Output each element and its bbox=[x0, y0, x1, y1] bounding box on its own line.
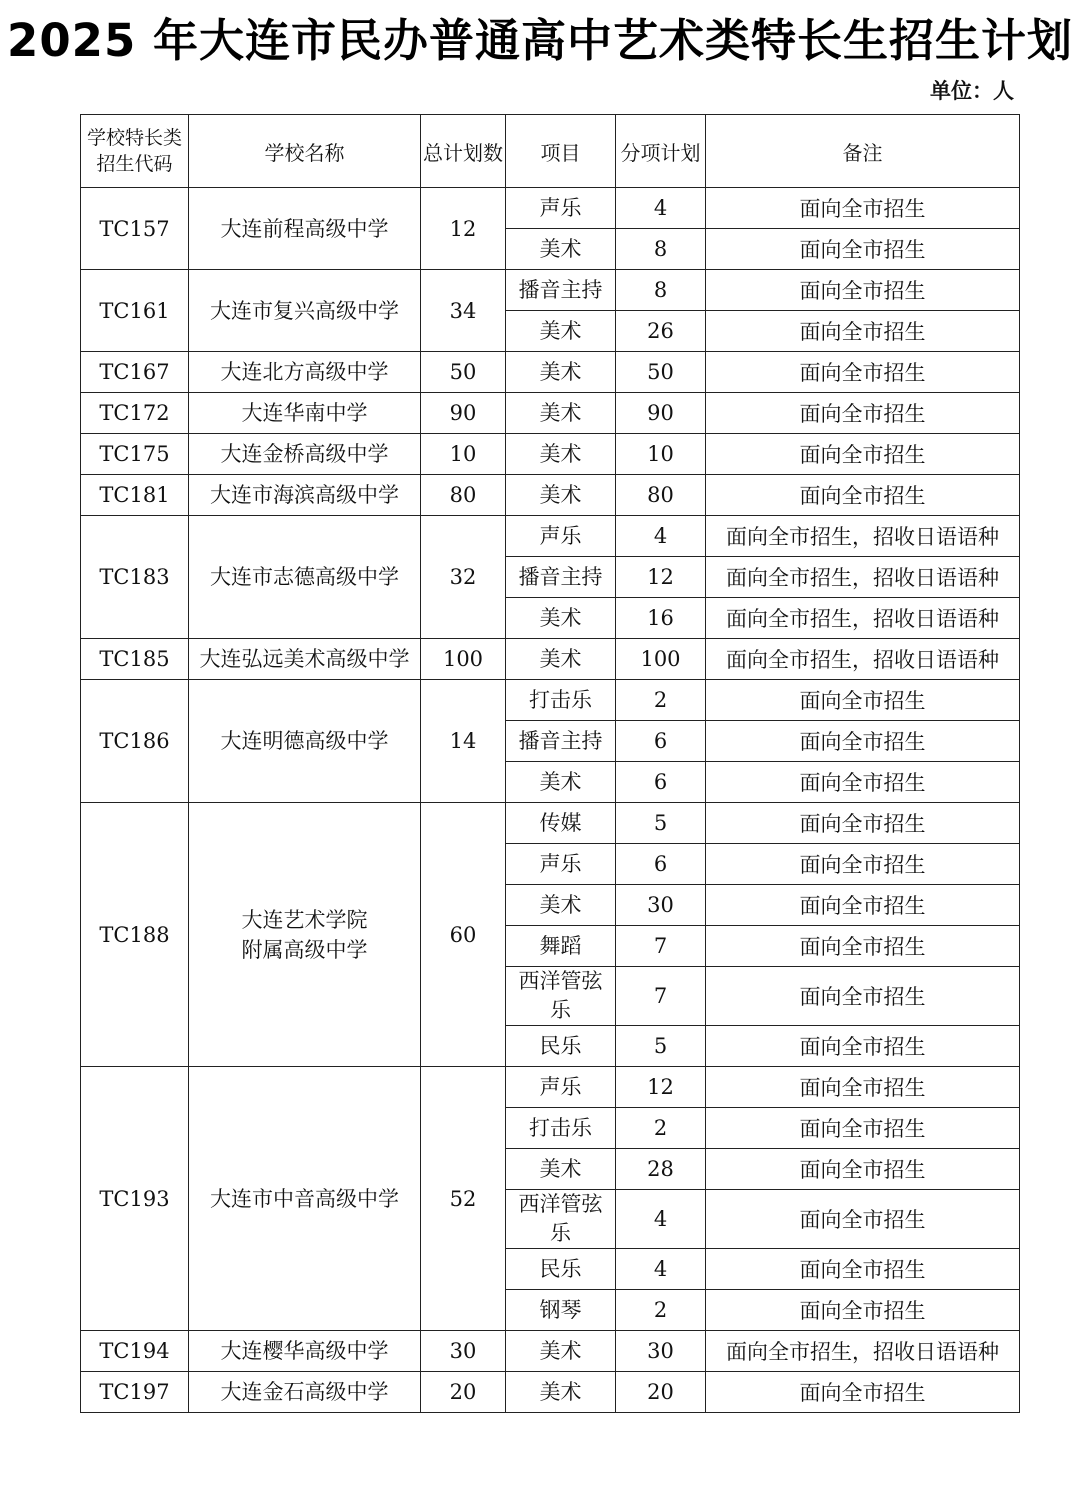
school-code: TC186 bbox=[81, 680, 189, 803]
total-plan: 30 bbox=[421, 1331, 506, 1372]
table-body bbox=[81, 188, 1020, 1413]
sub-plan: 6 bbox=[616, 844, 706, 885]
school-code: TC181 bbox=[81, 475, 189, 516]
project: 美术 bbox=[506, 434, 616, 475]
table-header-row bbox=[81, 115, 1020, 188]
note: 面向全市招生 bbox=[706, 1372, 1020, 1413]
school-name: 大连市复兴高级中学 bbox=[189, 270, 421, 352]
note: 面向全市招生 bbox=[706, 721, 1020, 762]
sub-plan: 7 bbox=[616, 967, 706, 1026]
school-code: TC167 bbox=[81, 352, 189, 393]
project: 舞蹈 bbox=[506, 926, 616, 967]
total-plan: 52 bbox=[421, 1067, 506, 1331]
header-note: 备注 bbox=[706, 115, 1020, 188]
sub-plan: 26 bbox=[616, 311, 706, 352]
note: 面向全市招生 bbox=[706, 229, 1020, 270]
school-code: TC172 bbox=[81, 393, 189, 434]
project: 美术 bbox=[506, 1372, 616, 1413]
sub-plan: 2 bbox=[616, 680, 706, 721]
project: 美术 bbox=[506, 598, 616, 639]
note: 面向全市招生 bbox=[706, 1290, 1020, 1331]
table-row bbox=[81, 434, 1020, 475]
school-name: 大连北方高级中学 bbox=[189, 352, 421, 393]
sub-plan: 6 bbox=[616, 762, 706, 803]
project: 声乐 bbox=[506, 844, 616, 885]
note: 面向全市招生 bbox=[706, 1067, 1020, 1108]
table-row bbox=[81, 1372, 1020, 1413]
total-plan: 14 bbox=[421, 680, 506, 803]
school-name: 大连前程高级中学 bbox=[189, 188, 421, 270]
sub-plan: 5 bbox=[616, 1026, 706, 1067]
total-plan: 10 bbox=[421, 434, 506, 475]
note: 面向全市招生 bbox=[706, 434, 1020, 475]
note: 面向全市招生 bbox=[706, 844, 1020, 885]
project: 美术 bbox=[506, 1149, 616, 1190]
header-code: 学校特长类招生代码 bbox=[81, 115, 189, 188]
sub-plan: 80 bbox=[616, 475, 706, 516]
note: 面向全市招生 bbox=[706, 1108, 1020, 1149]
note: 面向全市招生 bbox=[706, 1190, 1020, 1249]
school-code: TC161 bbox=[81, 270, 189, 352]
note: 面向全市招生 bbox=[706, 393, 1020, 434]
table-row bbox=[81, 803, 1020, 844]
sub-plan: 16 bbox=[616, 598, 706, 639]
project: 美术 bbox=[506, 1331, 616, 1372]
project: 美术 bbox=[506, 352, 616, 393]
total-plan: 60 bbox=[421, 803, 506, 1067]
project: 西洋管弦乐 bbox=[506, 967, 616, 1026]
project: 播音主持 bbox=[506, 270, 616, 311]
table-row bbox=[81, 475, 1020, 516]
school-code: TC188 bbox=[81, 803, 189, 1067]
sub-plan: 4 bbox=[616, 1190, 706, 1249]
project: 美术 bbox=[506, 762, 616, 803]
sub-plan: 7 bbox=[616, 926, 706, 967]
sub-plan: 12 bbox=[616, 1067, 706, 1108]
note: 面向全市招生 bbox=[706, 475, 1020, 516]
total-plan: 12 bbox=[421, 188, 506, 270]
project: 美术 bbox=[506, 885, 616, 926]
enrollment-plan-table bbox=[80, 114, 1020, 1413]
school-code: TC197 bbox=[81, 1372, 189, 1413]
note: 面向全市招生，招收日语语种 bbox=[706, 598, 1020, 639]
sub-plan: 2 bbox=[616, 1108, 706, 1149]
sub-plan: 30 bbox=[616, 885, 706, 926]
project: 美术 bbox=[506, 229, 616, 270]
note: 面向全市招生 bbox=[706, 1026, 1020, 1067]
note: 面向全市招生 bbox=[706, 967, 1020, 1026]
table-row bbox=[81, 393, 1020, 434]
header-project: 项目 bbox=[506, 115, 616, 188]
project: 民乐 bbox=[506, 1026, 616, 1067]
note: 面向全市招生 bbox=[706, 188, 1020, 229]
note: 面向全市招生，招收日语语种 bbox=[706, 639, 1020, 680]
table-row bbox=[81, 352, 1020, 393]
sub-plan: 4 bbox=[616, 1249, 706, 1290]
sub-plan: 20 bbox=[616, 1372, 706, 1413]
note: 面向全市招生 bbox=[706, 311, 1020, 352]
table-row bbox=[81, 680, 1020, 721]
school-code: TC194 bbox=[81, 1331, 189, 1372]
note: 面向全市招生，招收日语语种 bbox=[706, 1331, 1020, 1372]
table-row bbox=[81, 1067, 1020, 1108]
school-name: 大连市海滨高级中学 bbox=[189, 475, 421, 516]
table-row bbox=[81, 188, 1020, 229]
total-plan: 32 bbox=[421, 516, 506, 639]
total-plan: 34 bbox=[421, 270, 506, 352]
sub-plan: 30 bbox=[616, 1331, 706, 1372]
project: 民乐 bbox=[506, 1249, 616, 1290]
school-code: TC185 bbox=[81, 639, 189, 680]
note: 面向全市招生 bbox=[706, 885, 1020, 926]
sub-plan: 50 bbox=[616, 352, 706, 393]
note: 面向全市招生 bbox=[706, 762, 1020, 803]
school-name: 大连市志德高级中学 bbox=[189, 516, 421, 639]
total-plan: 80 bbox=[421, 475, 506, 516]
note: 面向全市招生 bbox=[706, 680, 1020, 721]
project: 美术 bbox=[506, 393, 616, 434]
table-row bbox=[81, 1331, 1020, 1372]
page-title: 2025 年大连市民办普通高中艺术类特长生招生计划 bbox=[7, 14, 1073, 67]
sub-plan: 4 bbox=[616, 516, 706, 557]
sub-plan: 100 bbox=[616, 639, 706, 680]
sub-plan: 4 bbox=[616, 188, 706, 229]
project: 声乐 bbox=[506, 188, 616, 229]
sub-plan: 10 bbox=[616, 434, 706, 475]
project: 美术 bbox=[506, 311, 616, 352]
header-sub: 分项计划 bbox=[616, 115, 706, 188]
table-row bbox=[81, 270, 1020, 311]
sub-plan: 28 bbox=[616, 1149, 706, 1190]
sub-plan: 2 bbox=[616, 1290, 706, 1331]
total-plan: 20 bbox=[421, 1372, 506, 1413]
total-plan: 100 bbox=[421, 639, 506, 680]
note: 面向全市招生，招收日语语种 bbox=[706, 557, 1020, 598]
project: 钢琴 bbox=[506, 1290, 616, 1331]
table-row bbox=[81, 516, 1020, 557]
header-total: 总计划数 bbox=[421, 115, 506, 188]
project: 美术 bbox=[506, 639, 616, 680]
note: 面向全市招生 bbox=[706, 352, 1020, 393]
project: 打击乐 bbox=[506, 1108, 616, 1149]
school-code: TC175 bbox=[81, 434, 189, 475]
school-name: 大连艺术学院附属高级中学 bbox=[189, 803, 421, 1067]
unit-label: 单位：人 bbox=[930, 79, 1014, 103]
note: 面向全市招生 bbox=[706, 1149, 1020, 1190]
total-plan: 90 bbox=[421, 393, 506, 434]
project: 播音主持 bbox=[506, 721, 616, 762]
header-school: 学校名称 bbox=[189, 115, 421, 188]
project: 声乐 bbox=[506, 1067, 616, 1108]
project: 西洋管弦乐 bbox=[506, 1190, 616, 1249]
sub-plan: 12 bbox=[616, 557, 706, 598]
note: 面向全市招生 bbox=[706, 1249, 1020, 1290]
sub-plan: 8 bbox=[616, 270, 706, 311]
school-code: TC193 bbox=[81, 1067, 189, 1331]
project: 声乐 bbox=[506, 516, 616, 557]
school-name: 大连金石高级中学 bbox=[189, 1372, 421, 1413]
table-row bbox=[81, 639, 1020, 680]
school-code: TC157 bbox=[81, 188, 189, 270]
total-plan: 50 bbox=[421, 352, 506, 393]
school-name: 大连明德高级中学 bbox=[189, 680, 421, 803]
project: 打击乐 bbox=[506, 680, 616, 721]
sub-plan: 6 bbox=[616, 721, 706, 762]
school-code: TC183 bbox=[81, 516, 189, 639]
school-name: 大连市中音高级中学 bbox=[189, 1067, 421, 1331]
sub-plan: 5 bbox=[616, 803, 706, 844]
sub-plan: 90 bbox=[616, 393, 706, 434]
note: 面向全市招生 bbox=[706, 803, 1020, 844]
note: 面向全市招生 bbox=[706, 270, 1020, 311]
note: 面向全市招生，招收日语语种 bbox=[706, 516, 1020, 557]
note: 面向全市招生 bbox=[706, 926, 1020, 967]
school-name: 大连金桥高级中学 bbox=[189, 434, 421, 475]
sub-plan: 8 bbox=[616, 229, 706, 270]
project: 美术 bbox=[506, 475, 616, 516]
school-name: 大连弘远美术高级中学 bbox=[189, 639, 421, 680]
school-name: 大连樱华高级中学 bbox=[189, 1331, 421, 1372]
school-name: 大连华南中学 bbox=[189, 393, 421, 434]
project: 传媒 bbox=[506, 803, 616, 844]
project: 播音主持 bbox=[506, 557, 616, 598]
